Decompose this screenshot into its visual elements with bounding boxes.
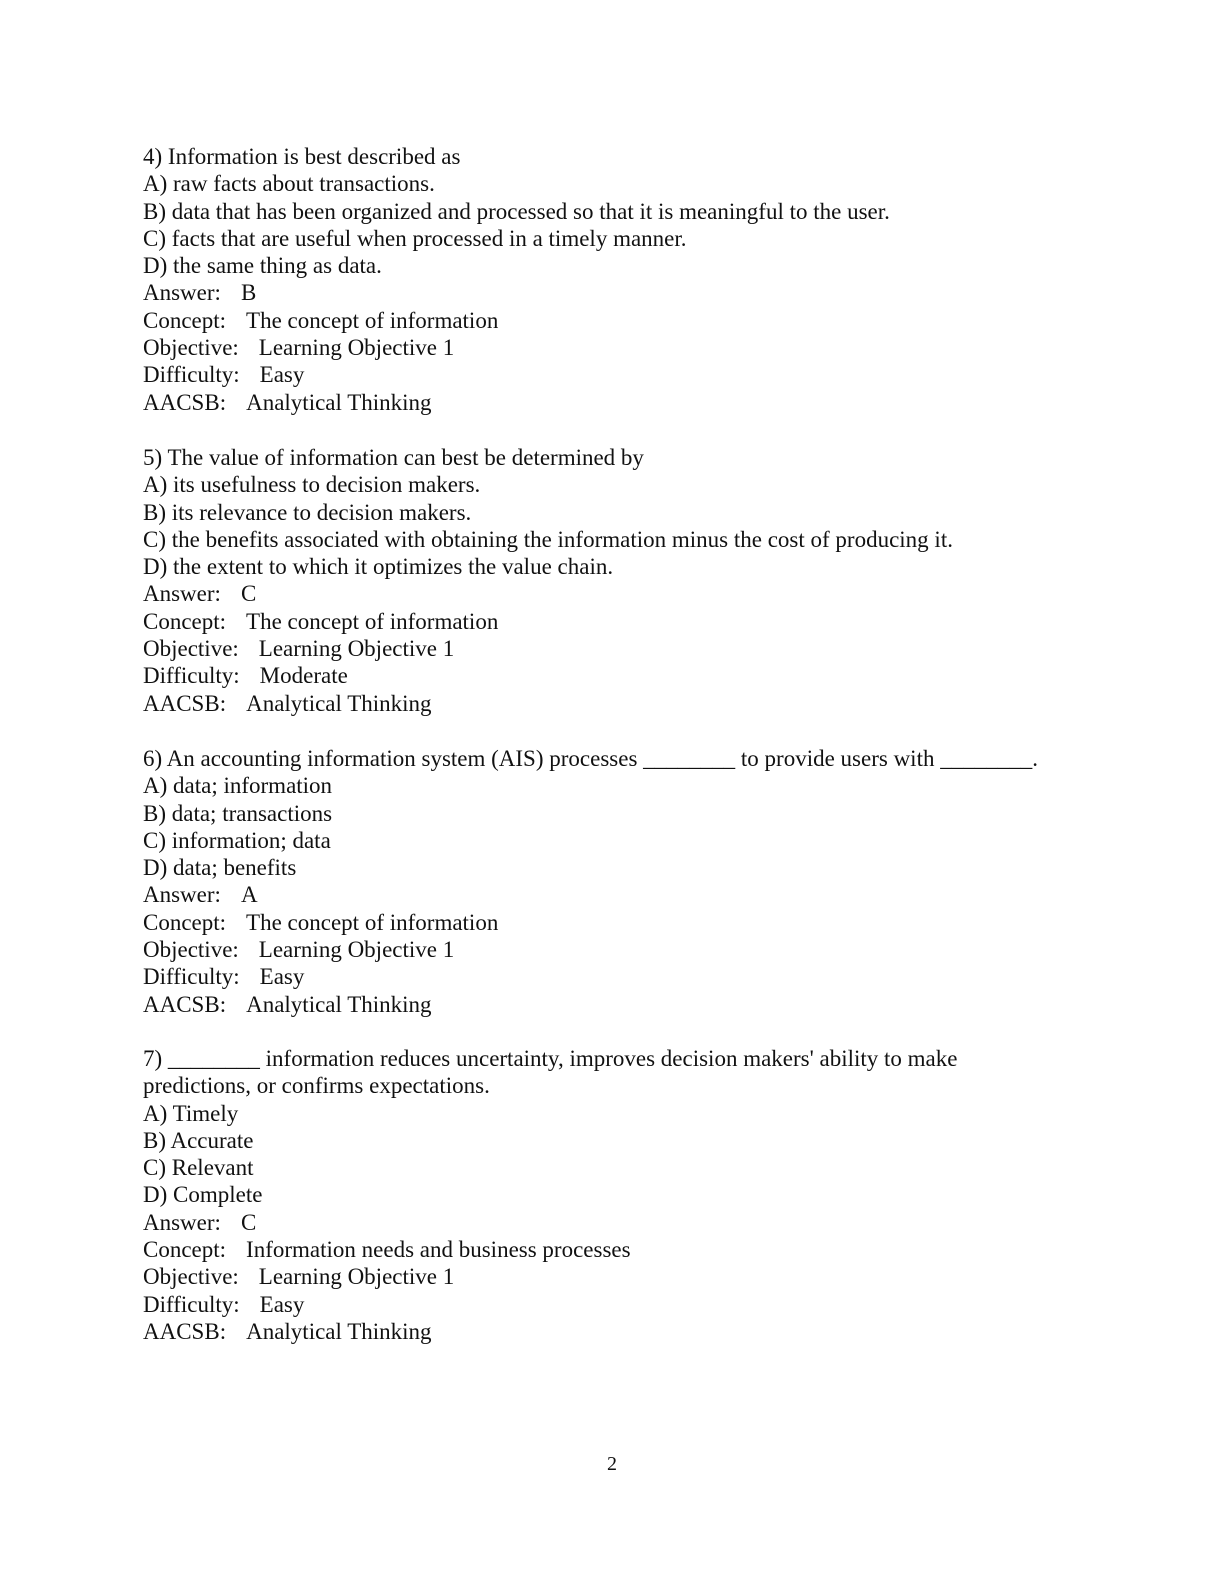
question-6 [143,745,1103,1018]
objective-row [143,635,1103,662]
question-4 [143,143,1103,416]
concept-row [143,307,1103,334]
option-b: B) data that has been organized and processed so that it is meaningful to the user. [143,198,890,224]
aacsb-value: Analytical Thinking [246,389,432,415]
option-b: B) data; transactions [143,800,333,826]
difficulty-row [143,662,1103,689]
difficulty-value: Easy [259,964,305,990]
concept-value: The concept of information [246,608,499,634]
aacsb-row [143,389,1103,416]
answer-value: C [240,581,257,607]
objective-row [143,334,1103,361]
difficulty-row [143,361,1103,388]
objective-label: Objective: [143,937,239,963]
answer-value: B [240,280,257,306]
answer-label: Answer: [143,581,221,607]
objective-value: Learning Objective 1 [258,636,455,662]
difficulty-row [143,1291,1103,1318]
aacsb-value: Analytical Thinking [246,1318,432,1344]
difficulty-label: Difficulty: [143,1291,240,1317]
concept-row [143,1236,1103,1263]
concept-label: Concept: [143,307,227,333]
difficulty-row [143,963,1103,990]
question-stem: 4) Information is best described as [143,144,461,169]
aacsb-label: AACSB: [143,690,227,716]
concept-label: Concept: [143,608,227,634]
question-5 [143,444,1103,717]
option-d: D) data; benefits [143,855,297,881]
option-c: C) facts that are useful when processed in a timely manner. [143,225,687,251]
answer-value: C [240,1209,257,1235]
answer-row [143,279,1103,306]
concept-value: The concept of information [246,307,499,333]
answer-row [143,881,1103,908]
difficulty-label: Difficulty: [143,964,240,990]
option-a: A) its usefulness to decision makers. [143,472,481,498]
aacsb-row [143,690,1103,717]
question-7 [143,1045,1103,1345]
option-d: D) the extent to which it optimizes the value chain. [143,554,614,580]
answer-label: Answer: [143,1209,221,1235]
page-number: 2 [607,1453,617,1475]
objective-row [143,1263,1103,1290]
answer-value: A [240,882,258,908]
concept-label: Concept: [143,1237,227,1263]
option-b: B) its relevance to decision makers. [143,499,472,525]
difficulty-value: Moderate [259,663,348,689]
answer-row [143,580,1103,607]
question-stem: 5) The value of information can best be determined by [143,445,644,470]
objective-value: Learning Objective 1 [258,335,455,361]
option-c: C) information; data [143,827,331,853]
aacsb-label: AACSB: [143,991,227,1017]
concept-label: Concept: [143,909,227,935]
answer-label: Answer: [143,882,221,908]
aacsb-value: Analytical Thinking [246,991,432,1017]
aacsb-value: Analytical Thinking [246,690,432,716]
concept-row [143,608,1103,635]
question-stem: 6) An accounting information system (AIS) processes ________ to provide users with ________. [143,746,1038,771]
concept-row [143,909,1103,936]
aacsb-label: AACSB: [143,389,227,415]
answer-row [143,1209,1103,1236]
option-a: A) Timely [143,1100,239,1126]
objective-value: Learning Objective 1 [258,937,455,963]
difficulty-label: Difficulty: [143,362,240,388]
option-a: A) raw facts about transactions. [143,171,435,197]
option-c: C) the benefits associated with obtaining the information minus the cost of producing it. [143,526,953,552]
option-a: A) data; information [143,773,333,799]
option-c: C) Relevant [143,1155,254,1181]
aacsb-row [143,991,1103,1018]
aacsb-label: AACSB: [143,1318,227,1344]
objective-row [143,936,1103,963]
aacsb-row [143,1318,1103,1345]
concept-value: Information needs and business processes [246,1237,631,1263]
option-d: D) the same thing as data. [143,253,382,279]
answer-label: Answer: [143,280,221,306]
objective-label: Objective: [143,335,239,361]
option-b: B) Accurate [143,1127,254,1153]
difficulty-label: Difficulty: [143,663,240,689]
question-stem: 7) ________ information reduces uncertainty, improves decision makers' ability to make [143,1046,958,1071]
objective-label: Objective: [143,636,239,662]
difficulty-value: Easy [259,362,305,388]
objective-label: Objective: [143,1264,239,1290]
objective-value: Learning Objective 1 [258,1264,455,1290]
concept-value: The concept of information [246,909,499,935]
question-stem-continued: predictions, or confirms expectations. [143,1073,490,1099]
difficulty-value: Easy [259,1291,305,1317]
option-d: D) Complete [143,1182,263,1208]
